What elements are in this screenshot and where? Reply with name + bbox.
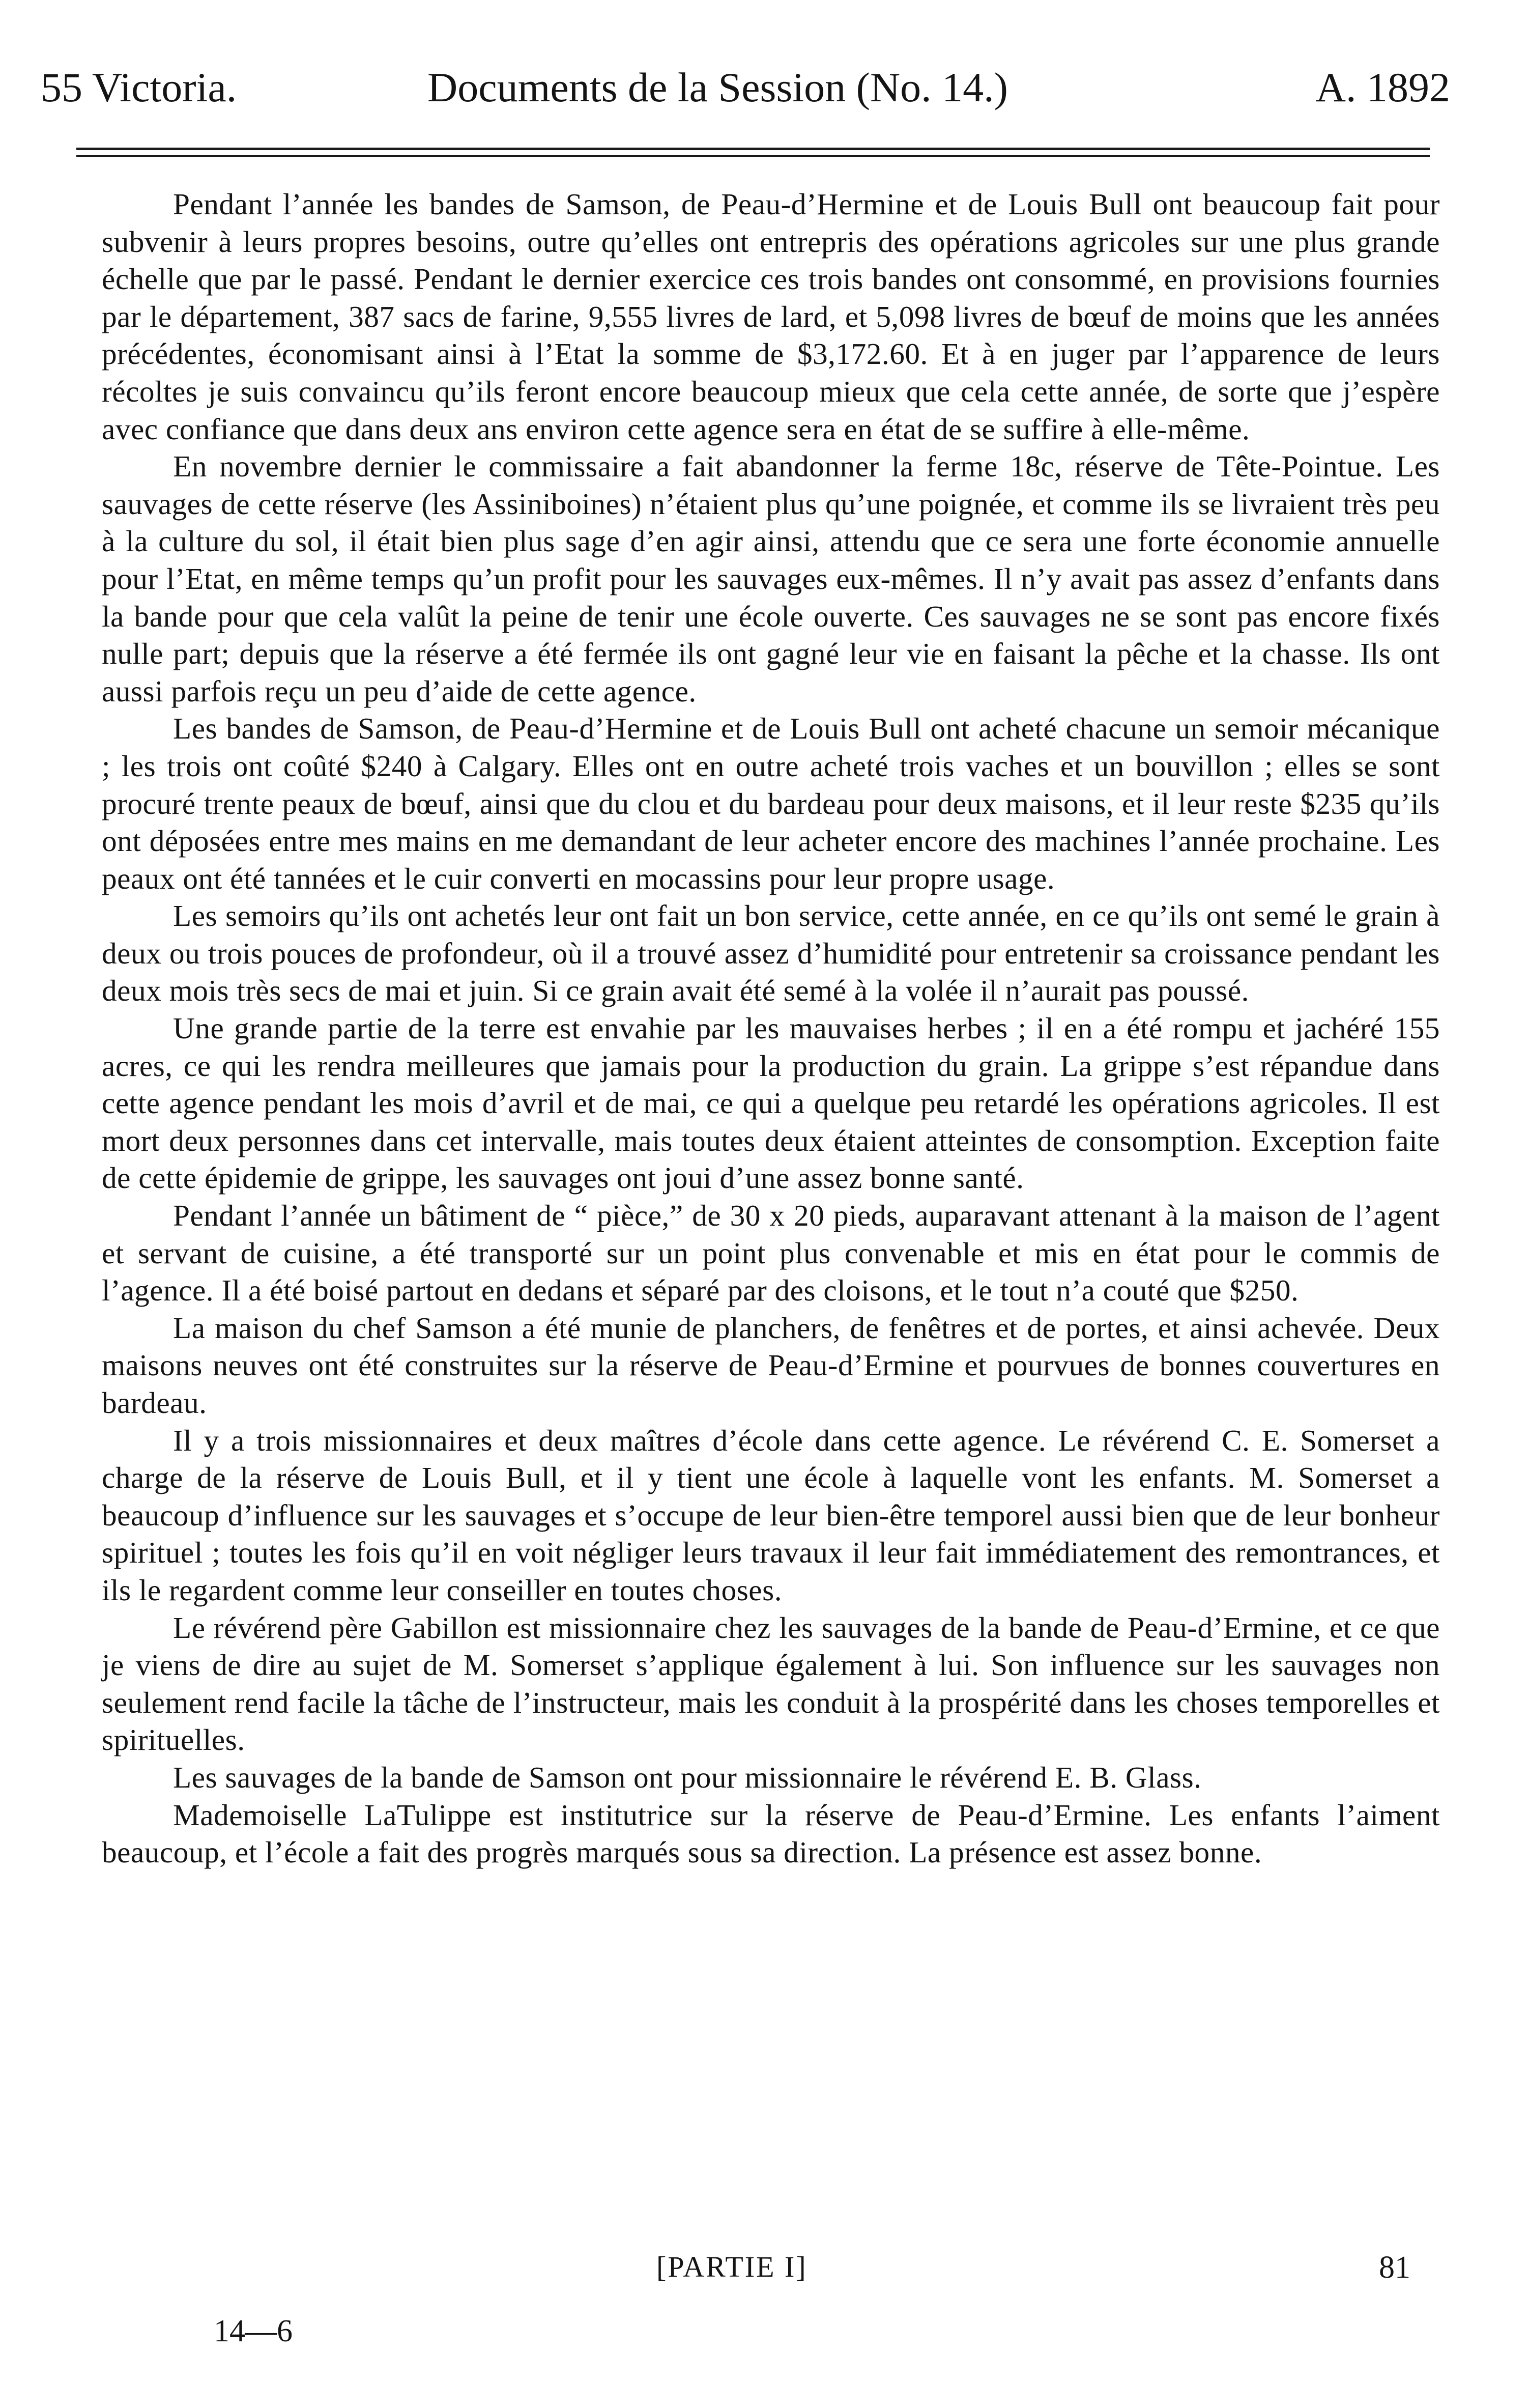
header-title: Documents de la Session (No. 14.) xyxy=(427,64,1008,110)
paragraph-3: Les bandes de Samson, de Peau-d’Hermine et de Louis Bull ont acheté chacune un semoir mécanique ; les trois ont coûté $240 à Calgary. Elles ont en outre acheté trois vaches et un bouvillon ; elles se sont procuré trente peaux de bœuf, ainsi que du clou et du bardeau pour deux maisons, et il leur reste $235 qu’ils ont déposées entre mes mains en me demandant de leur acheter encore des machines l’année prochaine. Les peaux ont été tannées et le cuir converti en mocassins pour leur propre usage. xyxy=(102,712,1440,895)
paragraph-1: Pendant l’année les bandes de Samson, de Peau-d’Hermine et de Louis Bull ont beaucoup fait pour subvenir à leurs propres besoins, outre qu’elles ont entrepris des opérations agricoles sur une plus grande échelle que par le passé. Pendant le dernier exercice ces trois bandes ont consommé, en provisions fournies par le département, 387 sacs de farine, 9,555 livres de lard, et 5,098 livres de bœuf de moins que les années précédentes, économisant ainsi à l’Etat la somme de $3,172.60. Et à en juger par l’apparence de leurs récoltes je suis convaincu qu’ils feront encore beaucoup mieux que cela cette année, de sorte que j’espère avec confiance que dans deux ans environ cette agence sera en état de se suffire à elle-même. xyxy=(102,187,1440,446)
header-year: A. 1892 xyxy=(1315,64,1450,110)
page-number: 81 xyxy=(1379,2250,1410,2285)
report-body xyxy=(102,186,1440,1872)
paragraph-10: Les sauvages de la bande de Samson ont pour missionnaire le révérend E. B. Glass. xyxy=(173,1760,1202,1794)
paragraph-4: Les semoirs qu’ils ont achetés leur ont fait un bon service, cette année, en ce qu’ils ont semé le grain à deux ou trois pouces de profondeur, où il a trouvé assez d’humidité pour entretenir sa croissance pendant les deux mois très secs de mai et juin. Si ce grain avait été semé à la volée il n’aurait pas poussé. xyxy=(102,899,1440,1008)
running-header xyxy=(41,57,1450,118)
signature-mark: 14—6 xyxy=(214,2314,293,2348)
header-volume: 55 Victoria. xyxy=(41,64,237,110)
paragraph-6: Pendant l’année un bâtiment de “ pièce,” de 30 x 20 pieds, auparavant attenant à la maison de l’agent et servant de cuisine, a été transporté sur un point plus convenable et mis en état pour le commis de l’agence. Il a été boisé partout en dedans et séparé par des cloisons, et le tout n’a couté que $250. xyxy=(102,1199,1440,1308)
paragraph-8: Il y a trois missionnaires et deux maîtres d’école dans cette agence. Le révérend C. E. Somerset a charge de la réserve de Louis Bull, et il y tient une école à laquelle vont les enfants. M. Somerset a beaucoup d’influence sur les sauvages et s’occupe de leur bien-être temporel aussi bien que de leur bonheur spirituel ; toutes les fois qu’il en voit négliger leurs travaux il leur fait immédiatement des remontrances, et ils le regardent comme leur conseiller en toutes choses. xyxy=(102,1423,1440,1607)
paragraph-9: Le révérend père Gabillon est missionnaire chez les sauvages de la bande de Peau-d’Ermine, et ce que je viens de dire au sujet de M. Somerset s’applique également à lui. Son influence sur les sauvages non seulement rend facile la tâche de l’instructeur, mais les conduit à la prospérité dans les choses temporelles et spirituelles. xyxy=(102,1610,1440,1757)
part-label: [PARTIE I] xyxy=(656,2250,807,2283)
paragraph-7: La maison du chef Samson a été munie de planchers, de fenêtres et de portes, et ainsi achevée. Deux maisons neuves ont été construites sur la réserve de Peau-d’Ermine et pourvues de bonnes couvertures en bardeau. xyxy=(102,1311,1440,1420)
header-rule-thick xyxy=(76,148,1430,150)
paragraph-5: Une grande partie de la terre est envahie par les mauvaises herbes ; il en a été rompu et jachéré 155 acres, ce qui les rendra meilleures que jamais pour la production du grain. La grippe s’est répandue dans cette agence pendant les mois d’avril et de mai, ce qui a quelque peu retardé les opérations agricoles. Il est mort deux personnes dans cet intervalle, mais toutes deux étaient atteintes de consomption. Exception faite de cette épidemie de grippe, les sauvages ont joui d’une assez bonne santé. xyxy=(102,1011,1440,1195)
paragraph-2: En novembre dernier le commissaire a fait abandonner la ferme 18c, réserve de Tête-Pointue. Les sauvages de cette réserve (les Assiniboines) n’étaient plus qu’une poignée, et comme ils se livraient très peu à la culture du sol, il était bien plus sage d’en agir ainsi, attendu que ce sera une forte économie annuelle pour l’Etat, en même temps qu’un profit pour les sauvages eux-mêmes. Il n’y avait pas assez d’enfants dans la bande pour que cela valût la peine de tenir une école ouverte. Ces sauvages ne se sont pas encore fixés nulle part; depuis que la réserve a été fermée ils ont gagné leur vie en faisant la pêche et la chasse. Ils ont aussi parfois reçu un peu d’aide de cette agence. xyxy=(102,449,1440,708)
paragraph-11: Mademoiselle LaTulippe est institutrice sur la réserve de Peau-d’Ermine. Les enfants l’aiment beaucoup, et l’école a fait des progrès marqués sous sa direction. La présence est assez bonne. xyxy=(102,1798,1440,1869)
header-rule-thin xyxy=(76,155,1430,157)
